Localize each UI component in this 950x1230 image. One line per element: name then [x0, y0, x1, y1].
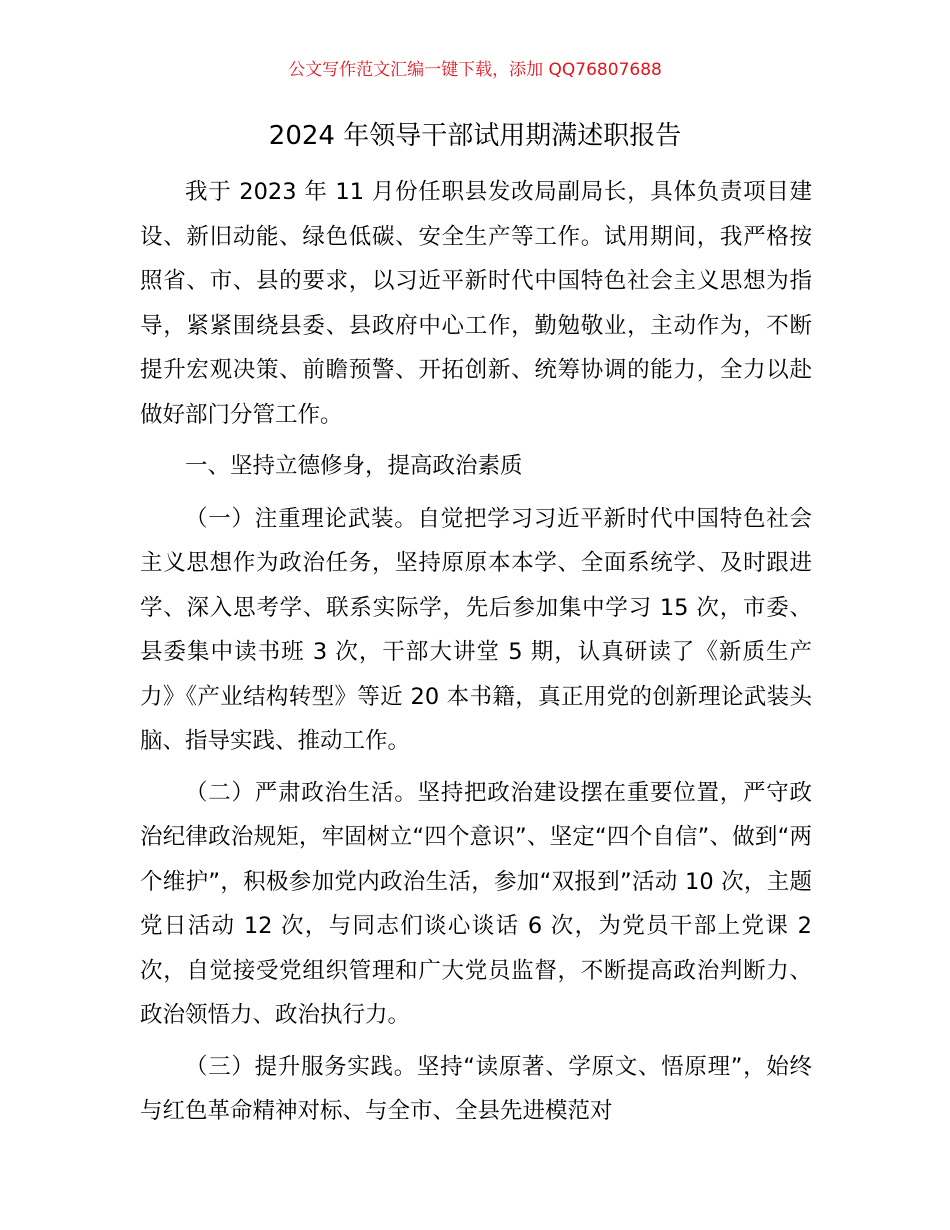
item-paragraph-2: （二）严肃政治生活。坚持把政治建设摆在重要位置，严守政治纪律政治规矩，牢固树立“四个意识”、坚定“四个自信”、做到“两个维护”，积极参加党内政治生活，参加“双报到”活动 10 次，主题党日活动 12 次，与同志们谈心谈话 6 次，为党员干部上党课 2 次，自觉接受党组织管理和广大党员监督，不断提高政治判断力、政治领悟力、政治执行力。	[140, 779, 812, 1028]
document-title: 2024 年领导干部试用期满述职报告	[268, 121, 682, 151]
intro-paragraph: 我于 2023 年 11 月份任职县发改局副局长，具体负责项目建设、新旧动能、绿色低碳、安全生产等工作。试用期间，我严格按照省、市、县的要求，以习近平新时代中国特色社会主义思想为指导，紧紧围绕县委、县政府中心工作，勤勉敬业，主动作为，不断提升宏观决策、前瞻预警、开拓创新、统筹协调的能力，全力以赴做好部门分管工作。	[140, 179, 812, 428]
item-paragraph-1: （一）注重理论武装。自觉把学习习近平新时代中国特色社会主义思想作为政治任务，坚持原原本本学、全面系统学、及时跟进学、深入思考学、联系实际学，先后参加集中学习 15 次，市委、县委集中读书班 3 次，干部大讲堂 5 期，认真研读了《新质生产力》《产业结构转型》等近 20 本书籍，真正用党的创新理论武装头脑、指导实践、推动工作。	[140, 505, 812, 754]
download-promo-note: 公文写作范文汇编一键下载，添加 QQ76807688	[288, 60, 662, 80]
document-body	[140, 170, 812, 1141]
section-heading-1: 一、坚持立德修身，提高政治素质	[185, 453, 523, 479]
item-paragraph-3: （三）提升服务实践。坚持“读原著、学原文、悟原理”，始终与红色革命精神对标、与全市、全县先进模范对	[140, 1053, 812, 1124]
